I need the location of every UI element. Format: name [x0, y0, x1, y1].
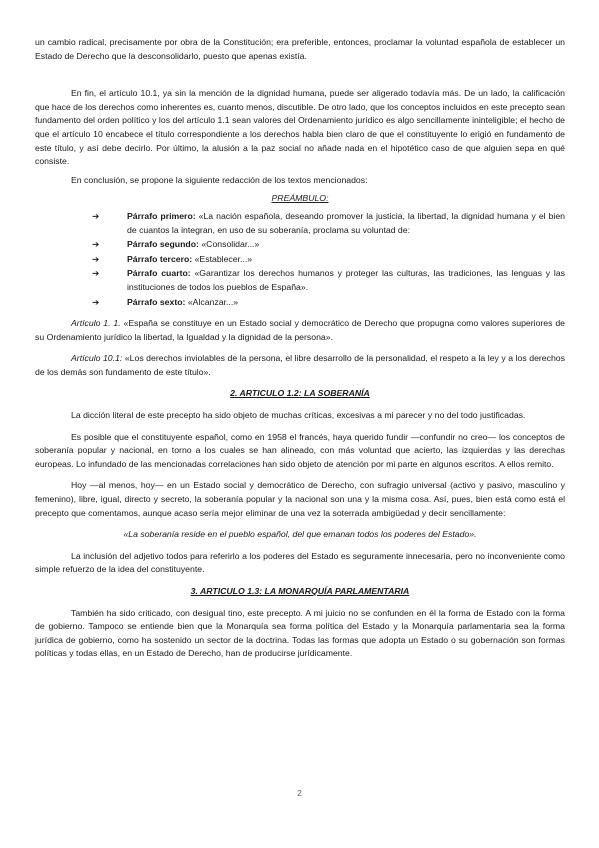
article-10-1-proposal	[35, 352, 565, 379]
paragraph-monarquia-1: También ha sido criticado, con desigual tino, este precepto. A mi juicio no se confunden en él la forma de Estado con la forma de gobierno. Tampoco se entiende bien que la Monarquía sea forma política del Estado y la Monarquía parlamentaria sea la forma jurídica de gobierno, como ha sostenido un sector de la doctrina. Todas las formas que adopta un Estado o su gobernación son formas políticas y todas ellas, en un Estado de Derecho, han de producirse jurídicamente.	[35, 607, 565, 659]
list-item-text: «Alcanzar...»	[185, 296, 239, 307]
article-text: «España se constituye en un Estado social y democrático de Derecho que propugna como valores superiores de su Ordenamiento jurídico la libertad, la Igualdad y la dignidad de la persona».	[35, 318, 565, 342]
list-item-label: Párrafo primero:	[127, 210, 196, 221]
section-heading-monarquia	[35, 585, 565, 599]
paragraph-conclusion: En conclusión, se propone la siguiente redacción de los textos mencionados:	[71, 174, 368, 185]
arrow-icon: ➔	[92, 253, 100, 264]
list-item	[92, 267, 565, 294]
paragraph-soberania-4: La inclusión del adjetivo todos para referirlo a los poderes del Estado es seguramente innecesaria, pero no inconveniente como simple refuerzo de la idea del constituyente.	[35, 550, 565, 575]
list-item-text: «Garantizar los derechos humanos y proteger las culturas, las tradiciones, las lenguas y las instituciones de todos los pueblos de España».	[127, 268, 566, 292]
paragraph-article-10-1: En fin, el artículo 10.1, ya sin la mención de la dignidad humana, puede ser aligerado todavía más. De un lado, la calificación que hace de los derechos como inherentes es, cuanto menos, discutible. De otro lado, que los conceptos incluidos en este precepto sean fundamento del orden político y los del artículo 1.1 sean valores del Ordenamiento jurídico es algo sencillamente ininteligible; el hecho de que el artículo 10 encabece el título correspondiente a los derechos habla bien claro de que el constituyente lo erigió en fundamento de este título, y así debe decirlo. Por último, la alusión a la paz social no añade nada en el hipotético caso de que alguien sepa en qué consiste.	[35, 88, 565, 167]
arrow-icon: ➔	[92, 296, 100, 307]
document-page	[35, 36, 565, 661]
list-item-label: Párrafo cuarto:	[127, 268, 191, 279]
arrow-icon: ➔	[92, 210, 100, 221]
paragraph-soberania-3: Hoy —al menos, hoy— en un Estado social y democrático de Derecho, con sufragio universal (activo y pasivo, masculino y femenino), libre, igual, directo y secreto, la soberanía popular y la nacional son una y la misma cosa. Así, pues, bien está como está el precepto que comentamos, aunque acaso sería mejor eliminar de una vez la soterrada ambigüedad y decir sencillamente:	[35, 480, 565, 518]
section-heading-text: 3. ARTICULO 1.3: LA MONARQUÍA PARLAMENTARIA	[190, 586, 410, 596]
list-item-text: «Consolidar...»	[198, 239, 260, 250]
paragraph-soberania-2: Es posible que el constituyente español, como en 1958 el francés, haya querido fundir —confundir no creo— los conceptos de soberanía popular y nacional, en torno a los cuales se han alineado, con más voluntad que acierto, las izquierdas y las derechas europeas. Lo infundado de las mencionadas correlaciones han sido objeto de atención por mi parte en algunos escritos. A ellos remito.	[35, 431, 565, 469]
soberania-quote: «La soberanía reside en el pueblo español, del que emanan todos los poderes del Estado».	[123, 529, 477, 540]
list-item-label: Párrafo tercero:	[127, 253, 193, 264]
list-item	[92, 296, 565, 310]
preamble-title	[35, 192, 565, 206]
paragraph-soberania-1: La dicción literal de este precepto ha sido objeto de muchas críticas, excesivas a mi parecer y no del todo justificadas.	[71, 410, 526, 421]
paragraph-intro: un cambio radical, precisamente por obra de la Constitución; era preferible, entonces, proclamar la voluntad española de establecer un Estado de Derecho que la desconsolidarlo, puesto que apenas existía.	[35, 37, 565, 61]
arrow-icon: ➔	[92, 268, 100, 279]
section-heading-soberania	[35, 387, 565, 401]
list-item	[92, 238, 565, 252]
section-heading-text: 2. ARTICULO 1.2: LA SOBERANÍA	[230, 388, 370, 399]
article-text: «Los derechos inviolables de la persona, el libre desarrollo de la personalidad, el respeto a la ley y a los derechos de los demás son fundamento de este título».	[35, 353, 565, 377]
list-item	[92, 210, 565, 237]
list-item-label: Párrafo segundo:	[127, 239, 199, 250]
list-item-label: Párrafo sexto:	[127, 296, 186, 307]
page-number: 2	[297, 788, 302, 798]
list-item-text: «Establecer...»	[192, 253, 253, 264]
article-label: Artículo 10.1:	[71, 353, 123, 364]
list-item-text: «La nación española, deseando promover la justicia, la libertad, la dignidad humana y el bien de cuantos la integran, en uso de su soberanía, proclama su voluntad de:	[127, 210, 565, 235]
list-item	[92, 253, 565, 267]
article-label: Artículo 1. 1.	[71, 318, 121, 329]
article-1-1-proposal	[35, 317, 565, 344]
preamble-title-text: PREÁMBULO:	[271, 193, 329, 204]
preamble-list	[35, 210, 565, 309]
arrow-icon: ➔	[92, 239, 100, 250]
